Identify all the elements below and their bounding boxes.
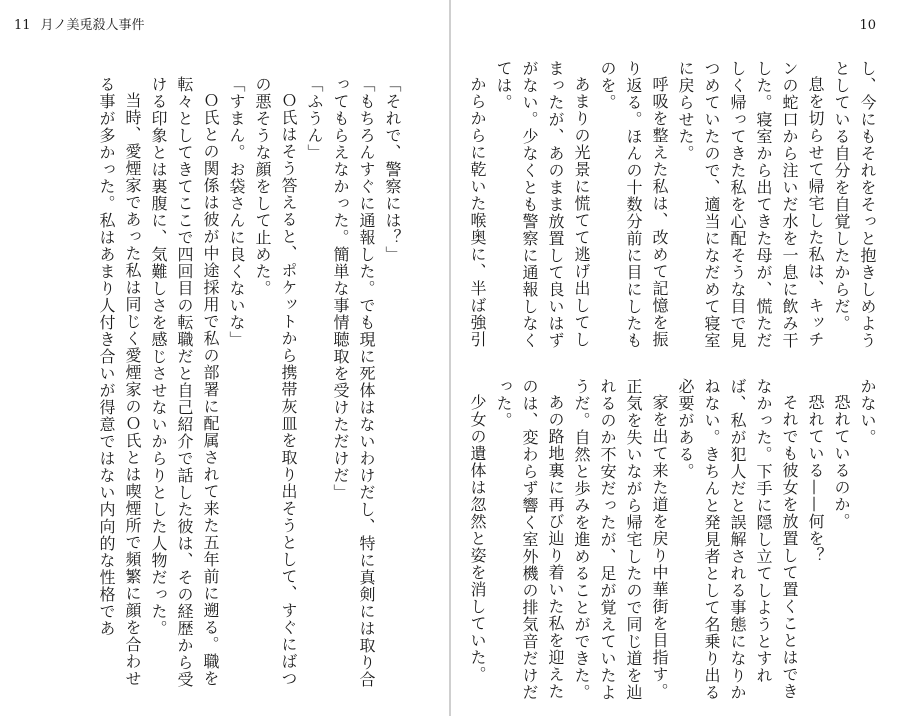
paragraph: 「ふうん」 (305, 76, 324, 161)
paragraph: 家を出て来た道を戻り中華街を目指す。正気を失いながら帰宅したので同じ道を辿れるのか不安だったが、足が覚えていたようだ。自然と歩みを進めることができた。 (572, 378, 669, 701)
left-page-body (35, 76, 405, 694)
paragraph: 「もちろんすぐに通報した。でも現に死体はないわけだし、特に真剣には取り合ってもらえなかった。簡単な事情聴取を受けただけだ」 (331, 76, 376, 688)
paragraph: 恐れているのか。 (832, 394, 851, 530)
paragraph: 少女の遺体は忽然と姿を消していた。 (468, 394, 487, 683)
paragraph: し、今にもそれをそっと抱きしめようとしている自分を自覚したからだ。 (832, 60, 877, 349)
paragraph: Ｏ氏との関係は彼が中途採用で私の部署に配属されて来た五年前に遡る。職を転々としてきてここで四回目の転職だと自己紹介で話した彼は、その経歴から受ける印象とは裏腹に、気難しさを感じさせないからりとした人物だった。 (149, 76, 220, 688)
right-page-number: 10 (859, 18, 876, 33)
right-page (451, 0, 900, 716)
paragraph: 息を切らせて帰宅した私は、キッチンの蛇口から注いだ水を一息に飲み干した。寝室から出てきた母が、慌ただしく帰ってきた私を心配そうな目で見つめていたので、適当になだめて寝室に戻らせた。 (676, 60, 825, 349)
paragraph: あの路地裏に再び辿り着いた私を迎えたのは、変わらず響く室外機の排気音だけだった。 (494, 378, 565, 701)
paragraph: かない。 (858, 378, 877, 446)
paragraph: からからに乾いた喉奥に、半ば強引 (468, 76, 487, 348)
left-page-number: 11 (14, 18, 31, 33)
paragraph: あまりの光景に慌てて逃げ出してしまったが、あのまま放置して良いはずがない。少なくとも警察に通報しなくては。 (494, 60, 591, 349)
paragraph: 当時、愛煙家であった私は同じく愛煙家のＯ氏とは喫煙所で頻繁に顔を合わせる事が多かった。私はあまり人付き合いが得意ではない内向的な性格であ (97, 76, 142, 687)
right-page-header (859, 18, 876, 34)
paragraph: Ｏ氏はそう答えると、ポケットから携帯灰皿を取り出そうとして、すぐにばつの悪そうな顔をして止めた。 (253, 76, 298, 687)
paragraph: 「それで、警察には？」 (383, 76, 402, 263)
paragraph: それでも彼女を放置して置くことはできなかった。下手に隠し立てしようとすれば、私が犯人だと誤解される事態になりかねない。きちんと発見者として名乗り出る必要がある。 (676, 378, 799, 701)
running-title: 月ノ美兎殺人事件 (40, 18, 145, 33)
right-page-lower-body (466, 378, 880, 703)
paragraph: 恐れている——何を？ (806, 394, 825, 564)
right-page-upper-body (466, 60, 880, 350)
paragraph: 「すまん。お袋さんに良くないな」 (227, 76, 246, 348)
left-page-header (14, 18, 145, 34)
left-page (0, 0, 449, 716)
paragraph: 呼吸を整えた私は、改めて記憶を振り返る。ほんの十数分前に目にしたものを。 (598, 60, 669, 349)
